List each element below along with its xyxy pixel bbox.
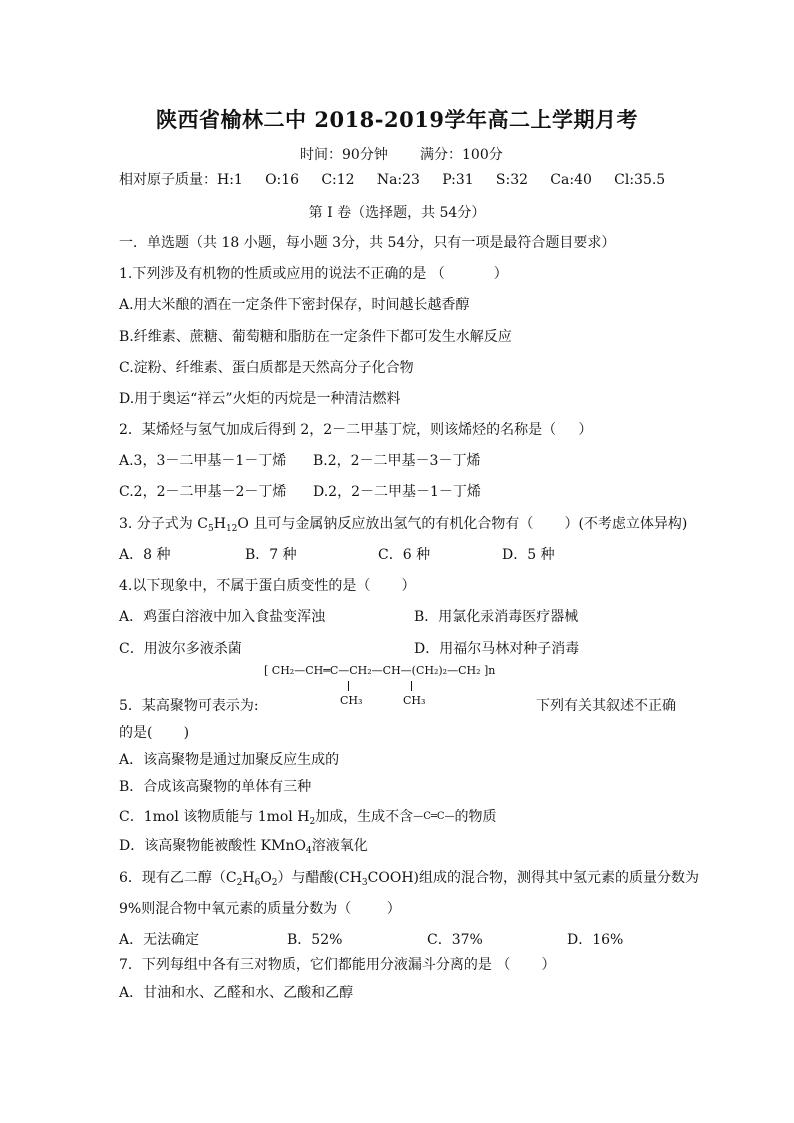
section-heading: 一．单选题（共 18 小题，每小题 3分，共 54分，只有一项是最符合题目要求） xyxy=(119,235,616,251)
question-4-option-c: C．用波尔多液杀菌 xyxy=(119,641,242,657)
question-3-option-c: C．6 种 xyxy=(378,547,431,563)
question-5-option-a: A．该高聚物是通过加聚反应生成的 xyxy=(119,752,340,768)
question-6-option-a: A．无法确定 xyxy=(119,932,200,948)
question-6-stem: 6．现有乙二醇$(C_2H_6O_2)$与醋酸$(CH_3COOH)$组成的混合物，测得其中氢元素的质量分数为 xyxy=(119,870,699,888)
question-6-option-d: D．16% xyxy=(567,932,624,948)
question-5-stem-right: 下列有关其叙述不正确 xyxy=(536,698,676,714)
question-5-option-c: C．1mol 该物质能与 1mol $H_2$加成，生成不含—C═C—的物质 xyxy=(119,809,497,827)
question-6-option-b: B．52% xyxy=(287,932,343,948)
question-1-stem: 1.下列涉及有机物的性质或应用的说法不正确的是 （ ） xyxy=(119,266,508,282)
exam-score: 满分：100分 xyxy=(420,147,503,163)
part-heading: 第 I 卷（选择题，共 54分） xyxy=(308,205,486,221)
question-4-option-a: A．鸡蛋白溶液中加入食盐变浑浊 xyxy=(119,609,326,625)
question-2-option-d: D.2，2－二甲基－1－丁烯 xyxy=(313,484,481,500)
question-1-option-d: D.用于奥运“祥云”火炬的丙烷是一种清洁燃料 xyxy=(119,391,401,407)
question-3-option-b: B．7 种 xyxy=(245,547,297,563)
methyl-group-1: CH₃ xyxy=(340,694,363,707)
question-6-option-c: C．37% xyxy=(427,932,483,948)
polymer-backbone: [ CH₂—CH═C—CH₂—CH—(CH₂)₂—CH₂ ]n xyxy=(264,664,496,677)
question-1-option-a: A.用大米酿的酒在一定条件下密封保存，时间越长越香醇 xyxy=(119,297,470,313)
question-1-option-b: B.纤维素、蔗糖、葡萄糖和脂肪在一定条件下都可发生水解反应 xyxy=(119,329,512,345)
exam-time: 时间：90分钟 xyxy=(300,147,388,163)
question-5-stem-left: 5．某高聚物可表示为: xyxy=(119,698,259,714)
question-2-option-b: B.2，2－二甲基－3－丁烯 xyxy=(313,453,481,469)
question-4-option-b: B．用氯化汞消毒医疗器械 xyxy=(414,609,579,625)
question-3-option-d: D．5 种 xyxy=(502,547,555,563)
question-2-stem: 2．某烯烃与氢气加成后得到 2，2－二甲基丁烷，则该烯烃的名称是（ ） xyxy=(119,422,593,438)
methyl-group-2: CH₃ xyxy=(403,694,426,707)
question-1-option-c: C.淀粉、纤维素、蛋白质都是天然高分子化合物 xyxy=(119,360,414,376)
atomic-mass-line: 相对原子质量：H:1 O:16 C:12 Na:23 P:31 S:32 Ca:40 Cl:35.5 xyxy=(119,172,666,188)
question-7-option-a: A．甘油和水、乙醛和水、乙酸和乙醇 xyxy=(119,985,354,1001)
question-5-stem-cont: 的是( ) xyxy=(119,725,190,741)
double-bond-structure: —C═C— xyxy=(413,811,455,822)
branch-bond-1 xyxy=(348,681,349,691)
question-3-option-a: A．8 种 xyxy=(119,547,171,563)
polymer-structure-formula xyxy=(264,664,496,707)
question-5-option-d: D．该高聚物能被酸性 KMnO$_4$溶液氧化 xyxy=(119,838,368,856)
question-4-stem: 4.以下现象中，不属于蛋白质变性的是（ ） xyxy=(119,578,416,594)
question-2-option-c: C.2，2－二甲基－2－丁烯 xyxy=(119,484,287,500)
branch-bond-2 xyxy=(411,681,412,691)
question-6-stem-cont: 9%则混合物中氧元素的质量分数为（ ） xyxy=(119,901,401,917)
question-5-option-b: B．合成该高聚物的单体有三种 xyxy=(119,779,312,795)
question-7-stem: 7．下列每组中各有三对物质，它们都能用分液漏斗分离的是 （ ） xyxy=(119,957,556,973)
question-2-option-a: A.3，3－二甲基－1－丁烯 xyxy=(119,453,287,469)
page-title: 陕西省榆林二中 2018-2019学年高二上学期月考 xyxy=(156,107,638,132)
question-3-stem: 3. 分子式为 $C_5H_{12}O$ 且可与金属钠反应放出氢气的有机化合物有（ ）(不考虑立体异构) xyxy=(119,516,688,534)
question-4-option-d: D．用福尔马林对种子消毒 xyxy=(414,641,580,657)
